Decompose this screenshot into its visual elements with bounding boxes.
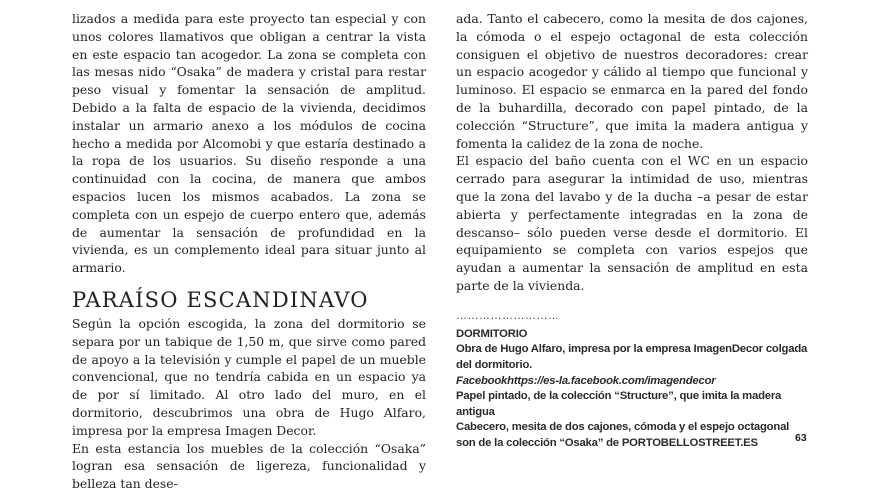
credits-box bbox=[456, 327, 808, 452]
credits-text: Cabecero, mesita de dos cajones, cómoda y el espejo octagonal son de la colección “Osaka” de bbox=[456, 421, 790, 449]
body-paragraph: En esta estancia los muebles de la colección “Osaka” logran esa sensación de ligereza, funcionalidad y belleza tan dese- bbox=[72, 440, 426, 492]
credits-line bbox=[456, 342, 808, 373]
page-number: 63 bbox=[795, 432, 807, 444]
credits-line bbox=[456, 420, 808, 451]
credits-facebook: Facebookhttps://es-la.facebook.com/imagendecor bbox=[456, 374, 716, 387]
body-paragraph: ada. Tanto el cabecero, como la mesita de dos cajones, la cómoda o el espejo octagonal de esta colección consiguen el objetivo de nuestros decoradores: crear un espacio acogedor y cálido al tiempo que funcional y luminoso. El espacio se enmarca en la pared del fondo de la buhardilla, decorado con papel pintado, de la colección “Structure”, que imita la madera antigua y fomenta la calidez de la zona de noche. bbox=[456, 11, 808, 151]
credits-brand: PORTOBELLOSTREET.ES bbox=[621, 436, 758, 449]
credits-line: Papel pintado, de la colección “Structure”, que imita la madera antigua bbox=[456, 390, 782, 418]
left-column bbox=[72, 10, 426, 493]
body-paragraph: El espacio del baño cuenta con el WC en un espacio cerrado para asegurar la intimidad de uso, mientras que la zona del lavabo y de la ducha –a pesar de estar abierta y perfectamente integradas en la zona de descanso– sólo pueden verse desde el dormitorio. El equipamiento se completa con varios espejos que ayudan a aumentar la sensación de amplitud en esta parte de la vivienda. bbox=[456, 153, 808, 293]
section-heading: PARAÍSO ESCANDINAVO bbox=[72, 287, 369, 312]
credits-text: Obra de Hugo Alfaro, impresa por la empresa bbox=[456, 343, 694, 356]
body-paragraph: Según la opción escogida, la zona del dormitorio se separa por un tabique de 1,50 m, que sirve como pared de apoyo a la televisión y cumple el papel de un mueble convencional, que no tendría cabida en un espacio ya de por sí limitado. Al otro lado del muro, en el dormitorio, descubrimos una obra de Hugo Alfaro, impresa por la empresa Imagen Decor. bbox=[72, 315, 426, 438]
credits-text: colgada del dormitorio. bbox=[456, 343, 808, 371]
right-column bbox=[456, 10, 808, 452]
credits-separator: ……………………… bbox=[456, 309, 560, 322]
credits-title: DORMITORIO bbox=[456, 327, 528, 340]
credits-brand: ImagenDecor bbox=[693, 343, 763, 356]
body-paragraph: lizados a medida para este proyecto tan especial y con unos colores llamativos que obligan a centrar la vista en este espacio tan acogedor. La zona se completa con las mesas nido “Osaka” de madera y cristal para restar peso visual y fomentar la sensación de amplitud. Debido a la falta de espacio de la vivienda, decidimos instalar un armario anexo a los módulos de cocina hecho a medida por Alcomobi y que estaría destinado a la ropa de los usuarios. Su diseño responde a una continuidad con la cocina, de manera que ambos espacios lucen los mismos acabados. La zona se completa con un espejo de cuerpo entero que, además de aumentar la sensación de profundidad en la vivienda, es un complemento ideal para situar junto al armario. bbox=[72, 11, 426, 276]
